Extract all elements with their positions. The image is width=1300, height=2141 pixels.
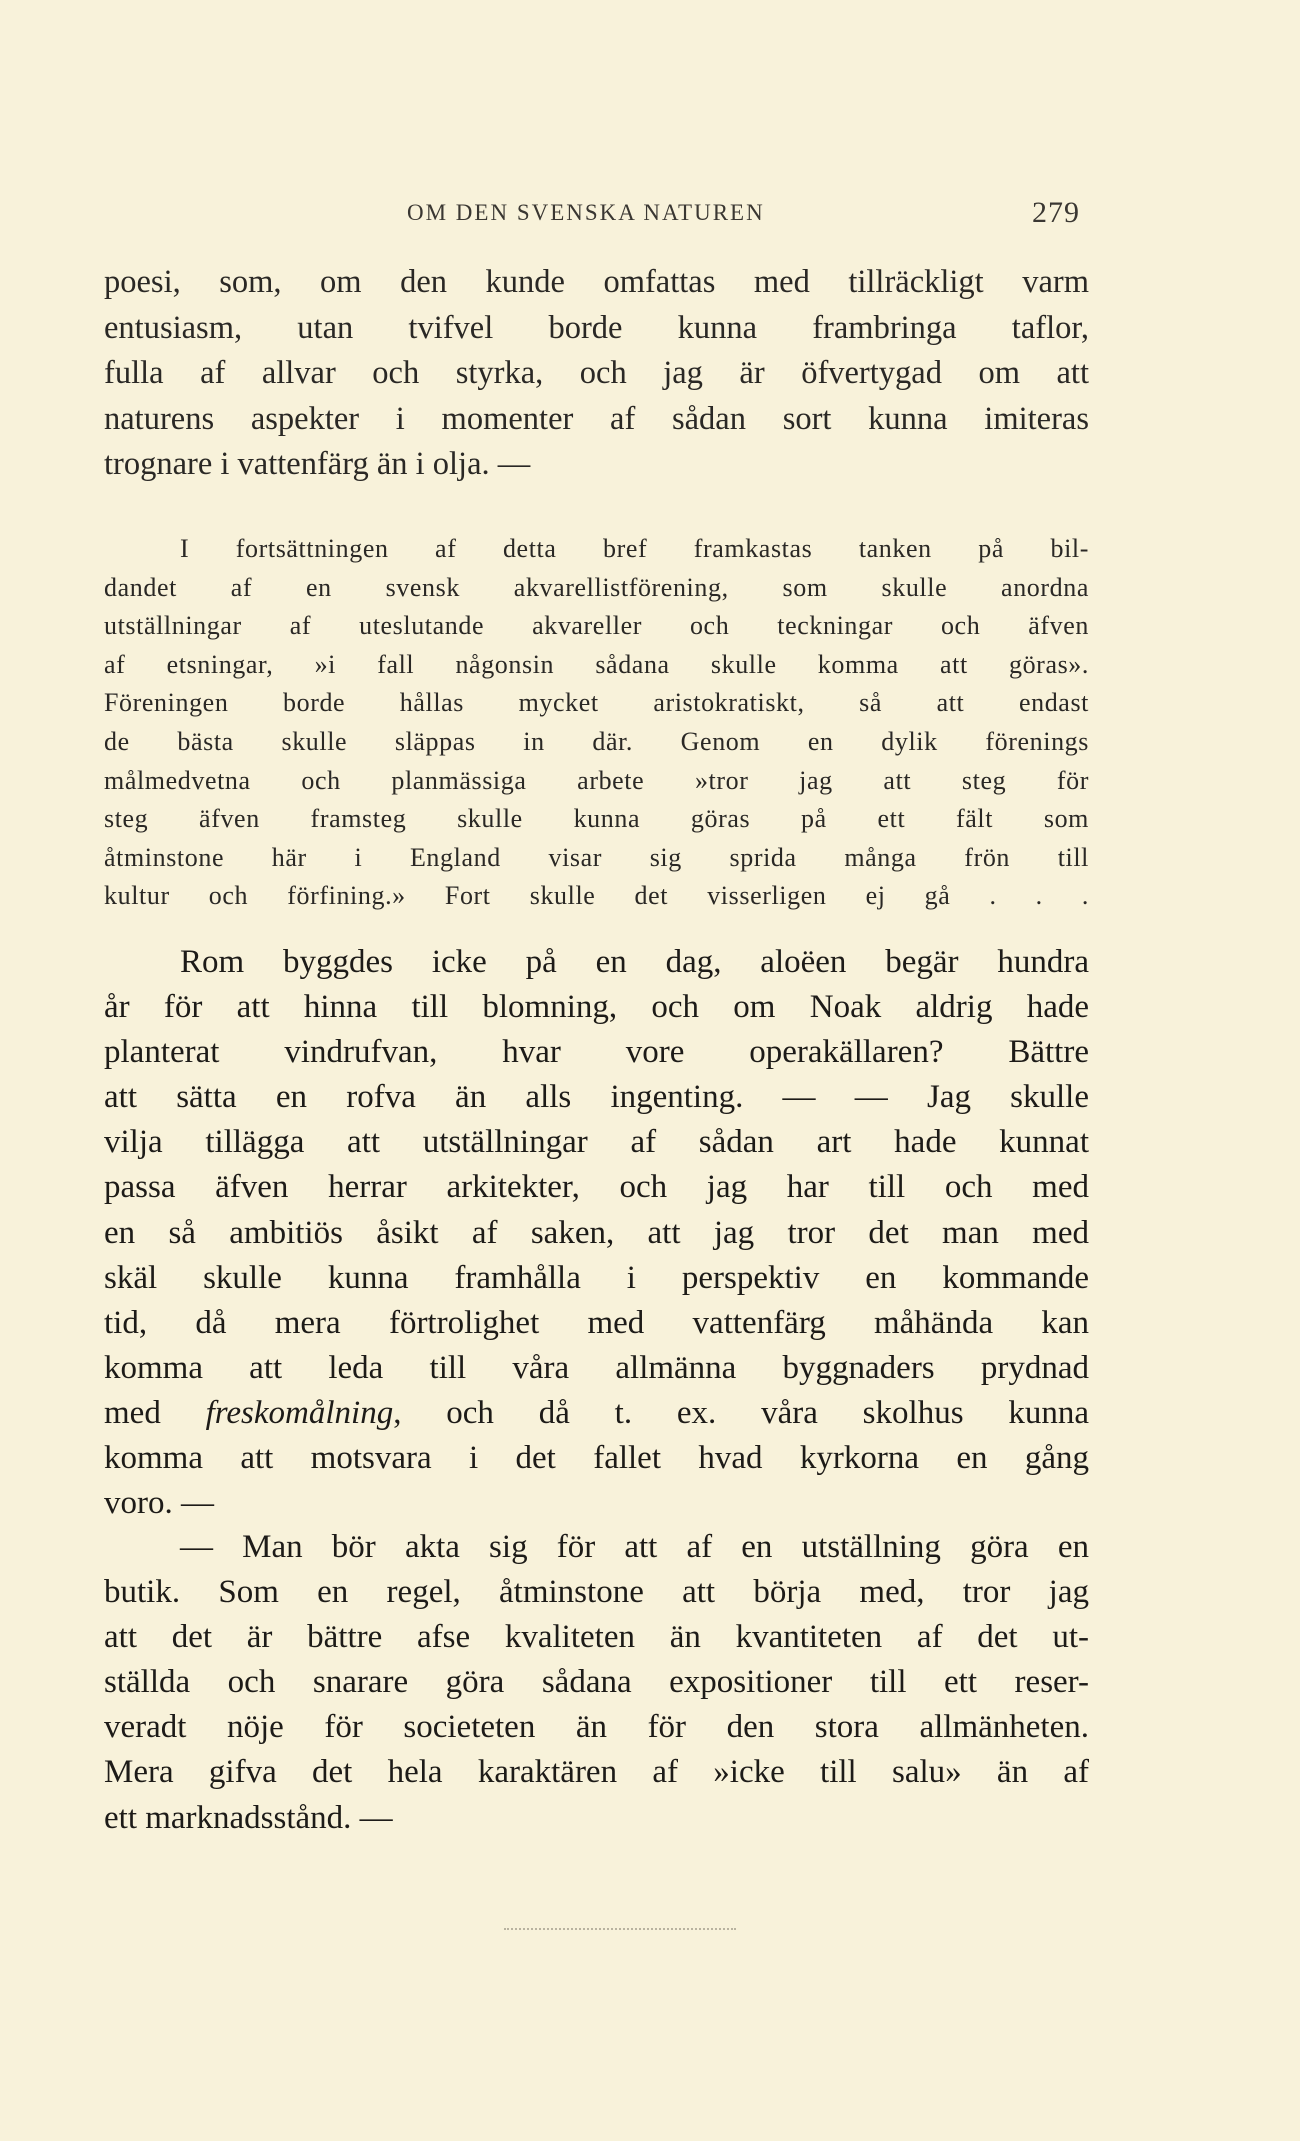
page-number: 279 [1032,196,1080,229]
text-line: poesi, som, om den kunde omfattas med tillräckligt varm [104,264,1089,300]
text-line: passa äfven herrar arkitekter, och jag har till och med [104,1169,1089,1206]
paragraph-1 [104,260,1089,488]
text-line: Rom byggdes icke på en dag, aloëen begär hundra [180,944,1089,980]
text-line-with-italic [104,1391,1089,1436]
text-line: af etsningar, »i fall någonsin sådana skulle komma att göras». [104,649,1089,679]
paragraph-4 [104,1525,1089,1841]
text-line: fulla af allvar och styrka, och jag är öfvertygad om att [104,355,1089,391]
text-line: kultur och förfining.» Fort skulle det visserligen ej gå . . . [104,881,1089,911]
text-fragment: , och då t. ex. våra skolhus kunna [393,1394,1089,1431]
text-line: steg äfven framsteg skulle kunna göras på ett fält som [104,804,1089,834]
text-line: en så ambitiös åsikt af saken, att jag tror det man med [104,1214,1089,1251]
text-line: — Man bör akta sig för att af en utställning göra en [180,1529,1089,1565]
text-line: voro. — [104,1485,214,1522]
text-line: målmedvetna och planmässiga arbete »tror jag att steg för [104,765,1089,795]
text-line: utställningar af uteslutande akvareller och teckningar och äfven [104,611,1089,641]
page-header [0,196,1300,236]
text-line: naturens aspekter i momenter af sådan sort kunna imiteras [104,400,1089,437]
text-line: entusiasm, utan tvifvel borde kunna frambringa taflor, [104,309,1089,346]
text-line: de bästa skulle släppas in där. Genom en dylik förenings [104,726,1089,756]
paragraph-2-small-print [104,530,1089,916]
running-title: OM DEN SVENSKA NATUREN [407,200,765,225]
text-line: att sätta en rofva än alls ingenting. — — Jag skulle [104,1079,1089,1116]
text-line: veradt nöje för societeten än för den stora allmänheten. [104,1709,1089,1746]
text-fragment: med [104,1394,206,1431]
text-line: tid, då mera förtrolighet med vattenfärg måhända kan [104,1304,1089,1341]
text-line: vilja tillägga att utställningar af sådan art hade kunnat [104,1124,1089,1161]
text-line: planterat vindrufvan, hvar vore operakällaren? Bättre [104,1034,1089,1071]
section-divider [504,1928,736,1932]
text-line: dandet af en svensk akvarellistförening, som skulle anordna [104,572,1089,602]
paragraph-3 [104,940,1089,1526]
text-line: skäl skulle kunna framhålla i perspektiv en kommande [104,1259,1089,1296]
text-line: Mera gifva det hela karaktären af »icke till salu» än af [104,1754,1089,1791]
text-line: år för att hinna till blomning, och om Noak aldrig hade [104,989,1089,1026]
text-line: ställda och snarare göra sådana expositioner till ett reser- [104,1664,1089,1701]
text-line: trognare i vattenfärg än i olja. — [104,446,531,482]
text-line: åtminstone här i England visar sig sprida många frön till [104,842,1089,872]
text-line: att det är bättre afse kvaliteten än kvantiteten af det ut- [104,1619,1089,1656]
text-line: ett marknadsstånd. — [104,1799,393,1836]
text-line: komma att leda till våra allmänna byggnaders prydnad [104,1349,1089,1386]
text-line: komma att motsvara i det fallet hvad kyrkorna en gång [104,1440,1089,1477]
text-line: butik. Som en regel, åtminstone att börja med, tror jag [104,1574,1089,1611]
italic-term: freskomålning [205,1394,394,1431]
text-line: I fortsättningen af detta bref framkastas tanken på bil- [180,534,1089,563]
text-line: Föreningen borde hållas mycket aristokratiskt, så att endast [104,688,1089,718]
